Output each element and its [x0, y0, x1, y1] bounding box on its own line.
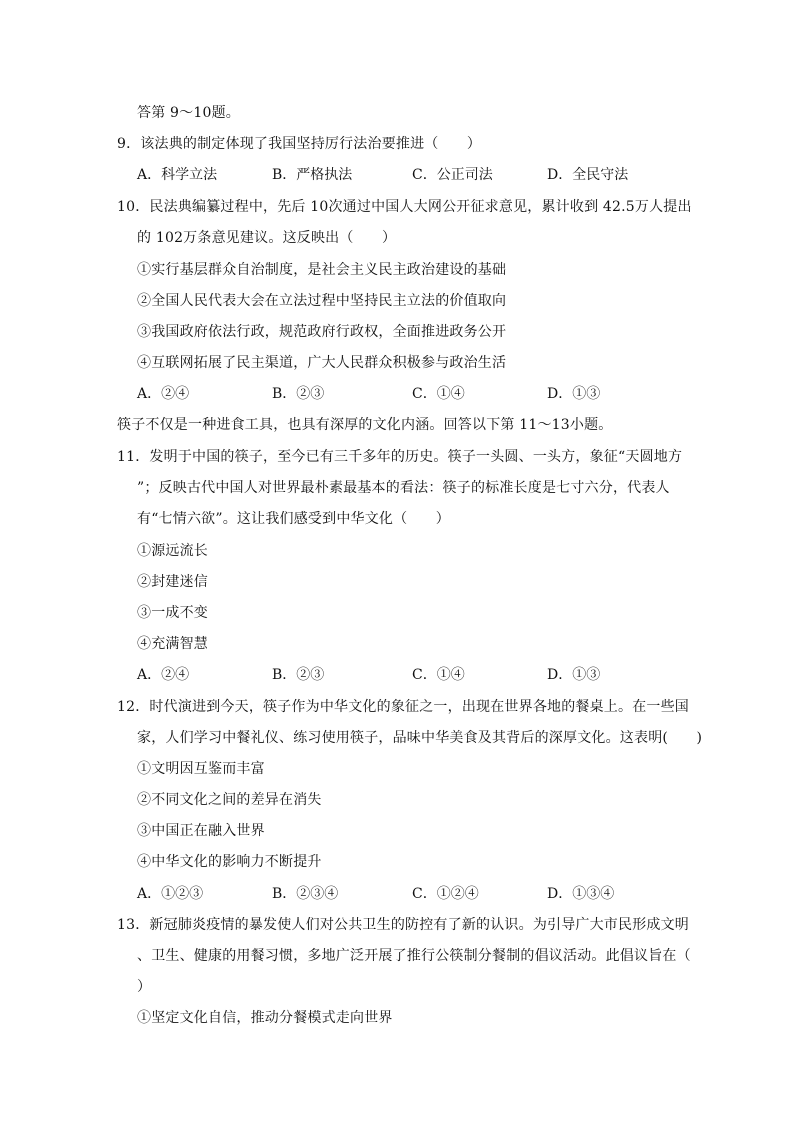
intro-q9-10: 答第 9～10题。 — [137, 105, 240, 121]
intro-q11-13: 筷子不仅是一种进食工具，也具有深厚的文化内涵。回答以下第 11～13小题。 — [117, 417, 613, 433]
q11-statement-3: ③一成不变 — [137, 605, 208, 621]
q11-statement-4: ④充满智慧 — [137, 636, 208, 652]
q11-statement-2: ②封建迷信 — [137, 574, 208, 590]
q12-statement-1: ①文明因互鉴而丰富 — [137, 761, 265, 777]
q9-option-c: C．公正司法 — [412, 167, 493, 183]
q10-statement-4: ④互联网拓展了民主渠道，广大人民群众积极参与政治生活 — [137, 355, 507, 371]
q10-statement-2: ②全国人民代表大会在立法过程中坚持民主立法的价值取向 — [137, 293, 507, 309]
q10-option-c: C．①④ — [412, 386, 465, 402]
q12-stem-line1: 12．时代演进到今天，筷子作为中华文化的象征之一，出现在世界各地的餐桌上。在一些国 — [117, 699, 690, 715]
q10-option-a: A．②④ — [137, 386, 190, 402]
q11-statement-1: ①源远流长 — [137, 543, 208, 559]
q9-option-d: D．全民守法 — [547, 167, 629, 183]
q13-stem-line1: 13．新冠肺炎疫情的暴发使人们对公共卫生的防控有了新的认识。为引导广大市民形成文明 — [117, 917, 690, 933]
q12-statement-2: ②不同文化之间的差异在消失 — [137, 792, 322, 808]
q11-stem-line3: 有“七情六欲”。这让我们感受到中华文化（ ） — [137, 511, 450, 527]
q11-option-b: B．②③ — [272, 667, 325, 683]
q12-stem-line2: 家，人们学习中餐礼仪、练习使用筷子，品味中华美食及其背后的深厚文化。这表明( ) — [137, 730, 703, 746]
q9-option-b: B．严格执法 — [272, 167, 353, 183]
q10-stem-line2: 的 102万条意见建议。这反映出（ ） — [137, 230, 397, 246]
q11-option-a: A．②④ — [137, 667, 190, 683]
q10-statement-3: ③我国政府依法行政，规范政府行政权，全面推进政务公开 — [137, 324, 507, 340]
q13-statement-1: ①坚定文化自信，推动分餐模式走向世界 — [137, 1010, 393, 1026]
q12-option-c: C．①②④ — [412, 886, 479, 902]
q12-statement-3: ③中国正在融入世界 — [137, 823, 265, 839]
q12-option-a: A．①②③ — [137, 886, 204, 902]
q9-stem: 9．该法典的制定体现了我国坚持厉行法治要推进（ ） — [117, 136, 482, 152]
q13-stem-line3: ） — [137, 979, 152, 995]
q10-statement-1: ①实行基层群众自治制度，是社会主义民主政治建设的基础 — [137, 262, 507, 278]
q12-option-b: B．②③④ — [272, 886, 339, 902]
q10-stem-line1: 10．民法典编纂过程中，先后 10次通过中国人大网公开征求意见，累计收到 42.5万人提出 — [117, 199, 692, 215]
q12-statement-4: ④中华文化的影响力不断提升 — [137, 854, 322, 870]
q9-option-a: A．科学立法 — [137, 167, 218, 183]
q12-option-d: D．①③④ — [547, 886, 615, 902]
q11-stem-line1: 11．发明于中国的筷子，至今已有三千多年的历史。筷子一头圆、一头方，象征“天圆地方 — [117, 449, 683, 465]
q11-stem-line2: ”；反映古代中国人对世界最朴素最基本的看法：筷子的标准长度是七寸六分，代表人 — [137, 480, 670, 496]
q13-stem-line2: 、卫生、健康的用餐习惯，多地广泛开展了推行公筷制分餐制的倡议活动。此倡议旨在（ — [137, 948, 691, 964]
q11-option-d: D．①③ — [547, 667, 601, 683]
q10-option-d: D．①③ — [547, 386, 601, 402]
q11-option-c: C．①④ — [412, 667, 465, 683]
q10-option-b: B．②③ — [272, 386, 325, 402]
